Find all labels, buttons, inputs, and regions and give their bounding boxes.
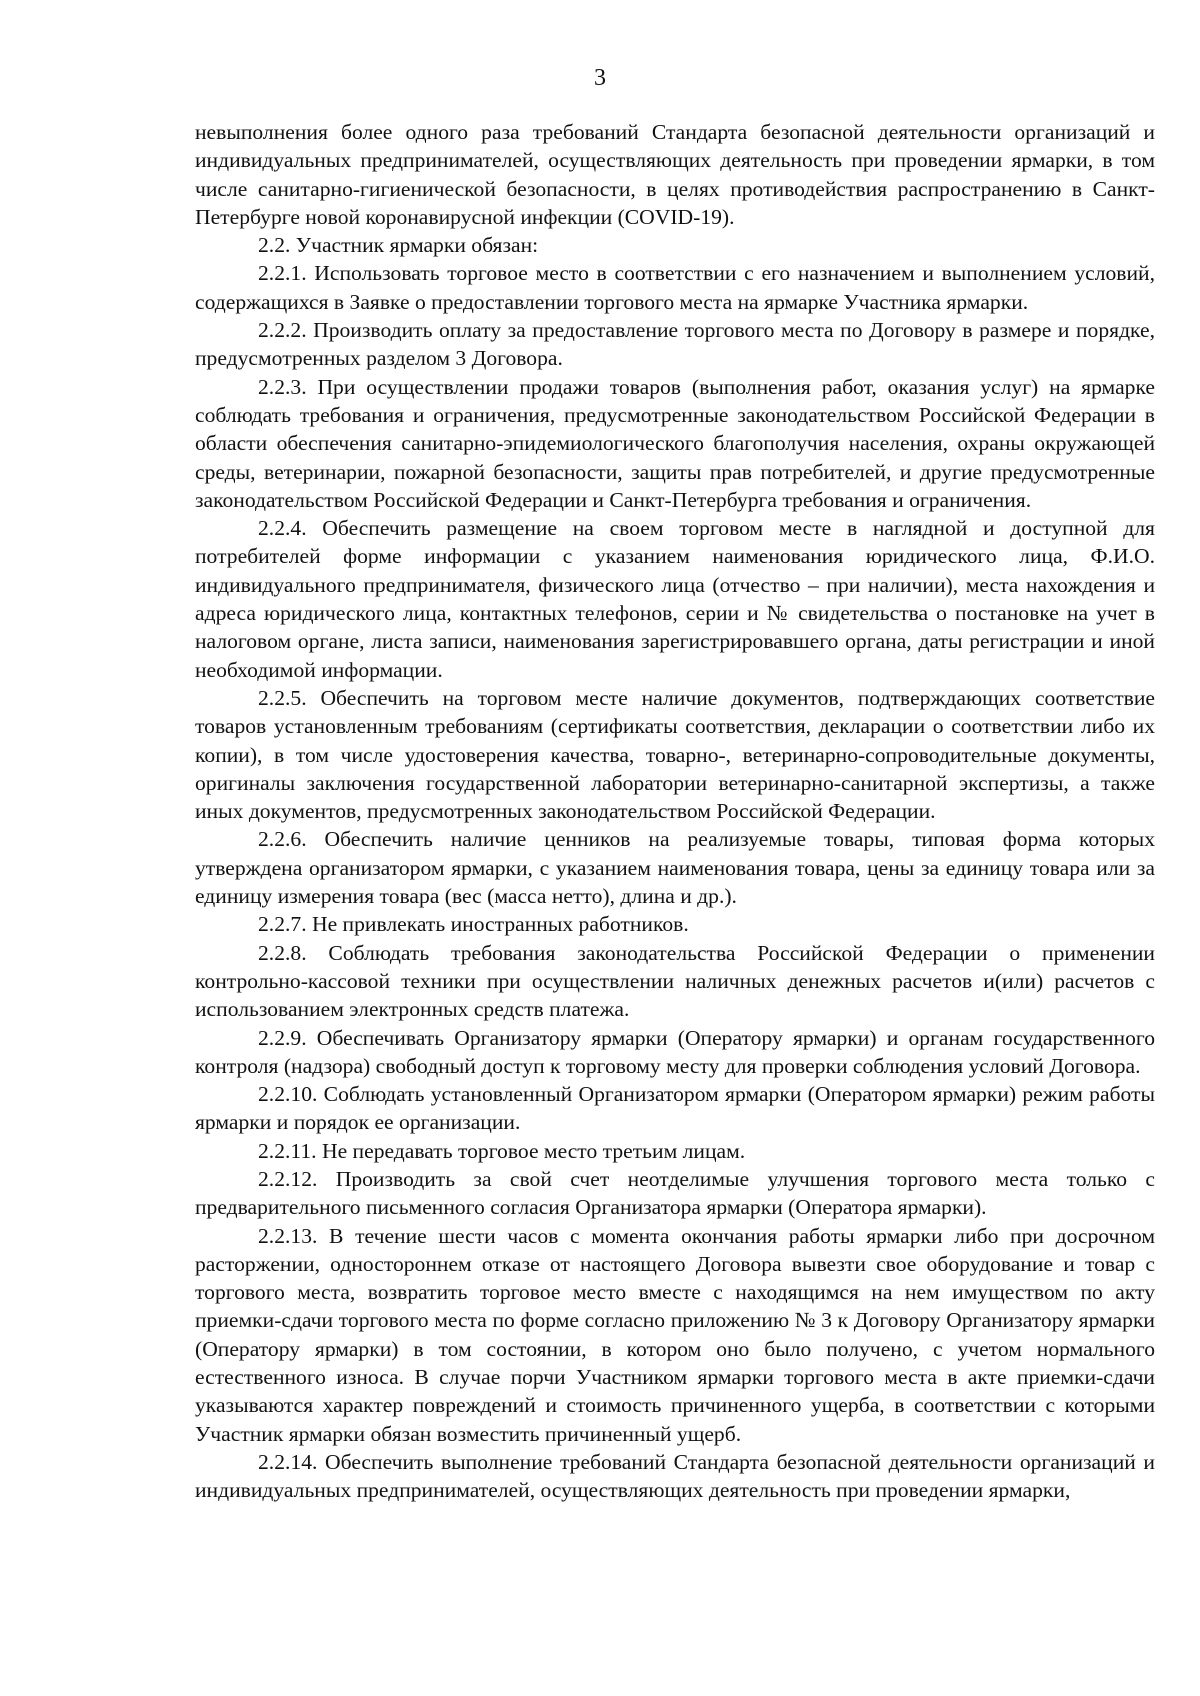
paragraph-2-2-7: 2.2.7. Не привлекать иностранных работников. bbox=[258, 912, 689, 937]
page-number: 3 bbox=[594, 65, 606, 91]
paragraph-2-2: 2.2. Участник ярмарки обязан: bbox=[258, 233, 539, 258]
paragraph-2-2-14: 2.2.14. Обеспечить выполнение требований Стандарта безопасной деятельности организаций и индивидуальных предпринимателей, осуществляющих деятельность при проведении ярмарки, bbox=[195, 1449, 1155, 1503]
paragraph-2-2-5: 2.2.5. Обеспечить на торговом месте наличие документов, подтверждающих соответствие товаров установленным требованиям (сертификаты соответствия, декларации о соответствии либо их копии), в том числе удостоверения качества, товарно-, ветеринарно-сопроводительные документы, оригиналы заключения государственной лаборатории ветеринарно-санитарной экспертизы, а также иных документов, предусмотренных законодательством Российской Федерации. bbox=[195, 685, 1155, 824]
paragraph-2-2-1: 2.2.1. Использовать торговое место в соответствии с его назначением и выполнением условий, содержащихся в Заявке о предоставлении торгового места на ярмарке Участника ярмарки. bbox=[195, 261, 1155, 314]
document-body bbox=[195, 118, 1155, 1505]
paragraph-2-2-13: 2.2.13. В течение шести часов с момента окончания работы ярмарки либо при досрочном расторжении, одностороннем отказе от настоящего Договора вывезти свое оборудование и товар с торгового места, возвратить торговое место вместе с находящимся на нем имуществом по акту приемки-сдачи торгового места по форме согласно приложению № 3 к Договору Организатору ярмарки (Оператору ярмарки) в том состоянии, в котором оно было получено, с учетом нормального естественного износа. В случае порчи Участником ярмарки торгового места в акте приемки-сдачи указываются характер повреждений и стоимость причиненного ущерба, в соответствии с которыми Участник ярмарки обязан возместить причиненный ущерб. bbox=[195, 1223, 1155, 1446]
paragraph-2-2-3: 2.2.3. При осуществлении продажи товаров (выполнения работ, оказания услуг) на ярмарке соблюдать требования и ограничения, предусмотренные законодательством Российской Федерации в области обеспечения санитарно-эпидемиологического благополучия населения, охраны окружающей среды, ветеринарии, пожарной безопасности, защиты прав потребителей, и другие предусмотренные законодательством Российской Федерации и Санкт-Петербурга требования и ограничения. bbox=[195, 374, 1155, 512]
paragraph-2-2-4: 2.2.4. Обеспечить размещение на своем торговом месте в наглядной и доступной для потребителей форме информации с указанием наименования юридического лица, Ф.И.О. индивидуального предпринимателя, физического лица (отчество – при наличии), места нахождения и адреса юридического лица, контактных телефонов, серии и № свидетельства о постановке на учет в налоговом органе, листа записи, наименования зарегистрировавшего органа, даты регистрации и иной необходимой информации. bbox=[195, 516, 1155, 682]
paragraph-2-2-10: 2.2.10. Соблюдать установленный Организатором ярмарки (Оператором ярмарки) режим работы ярмарки и порядок ее организации. bbox=[195, 1082, 1155, 1135]
paragraph-2-2-6: 2.2.6. Обеспечить наличие ценников на реализуемые товары, типовая форма которых утверждена организатором ярмарки, с указанием наименования товара, цены за единицу товара или за единицу измерения товара (вес (масса нетто), длина и др.). bbox=[195, 827, 1155, 909]
paragraph-2-2-9: 2.2.9. Обеспечивать Организатору ярмарки (Оператору ярмарки) и органам государственного контроля (надзора) свободный доступ к торговому месту для проверки соблюдения условий Договора. bbox=[195, 1025, 1155, 1078]
paragraph-2-2-12: 2.2.12. Производить за свой счет неотделимые улучшения торгового места только с предварительного письменного согласия Организатора ярмарки (Оператора ярмарки). bbox=[195, 1166, 1155, 1220]
paragraph-2-2-2: 2.2.2. Производить оплату за предоставление торгового места по Договору в размере и порядке, предусмотренных разделом 3 Договора. bbox=[195, 318, 1155, 371]
paragraph-2-2-11: 2.2.11. Не передавать торговое место третьим лицам. bbox=[258, 1138, 746, 1163]
paragraph-2-2-8: 2.2.8. Соблюдать требования законодательства Российской Федерации о применении контрольно-кассовой техники при осуществлении наличных денежных расчетов и(или) расчетов с использованием электронных средств платежа. bbox=[195, 940, 1155, 1022]
paragraph-continuation: невыполнения более одного раза требований Стандарта безопасной деятельности организаций и индивидуальных предпринимателей, осуществляющих деятельность при проведении ярмарки, в том числе санитарно-гигиенической безопасности, в целях противодействия распространению в Санкт-Петербурге новой коронавирусной инфекции (COVID-19). bbox=[195, 120, 1155, 229]
